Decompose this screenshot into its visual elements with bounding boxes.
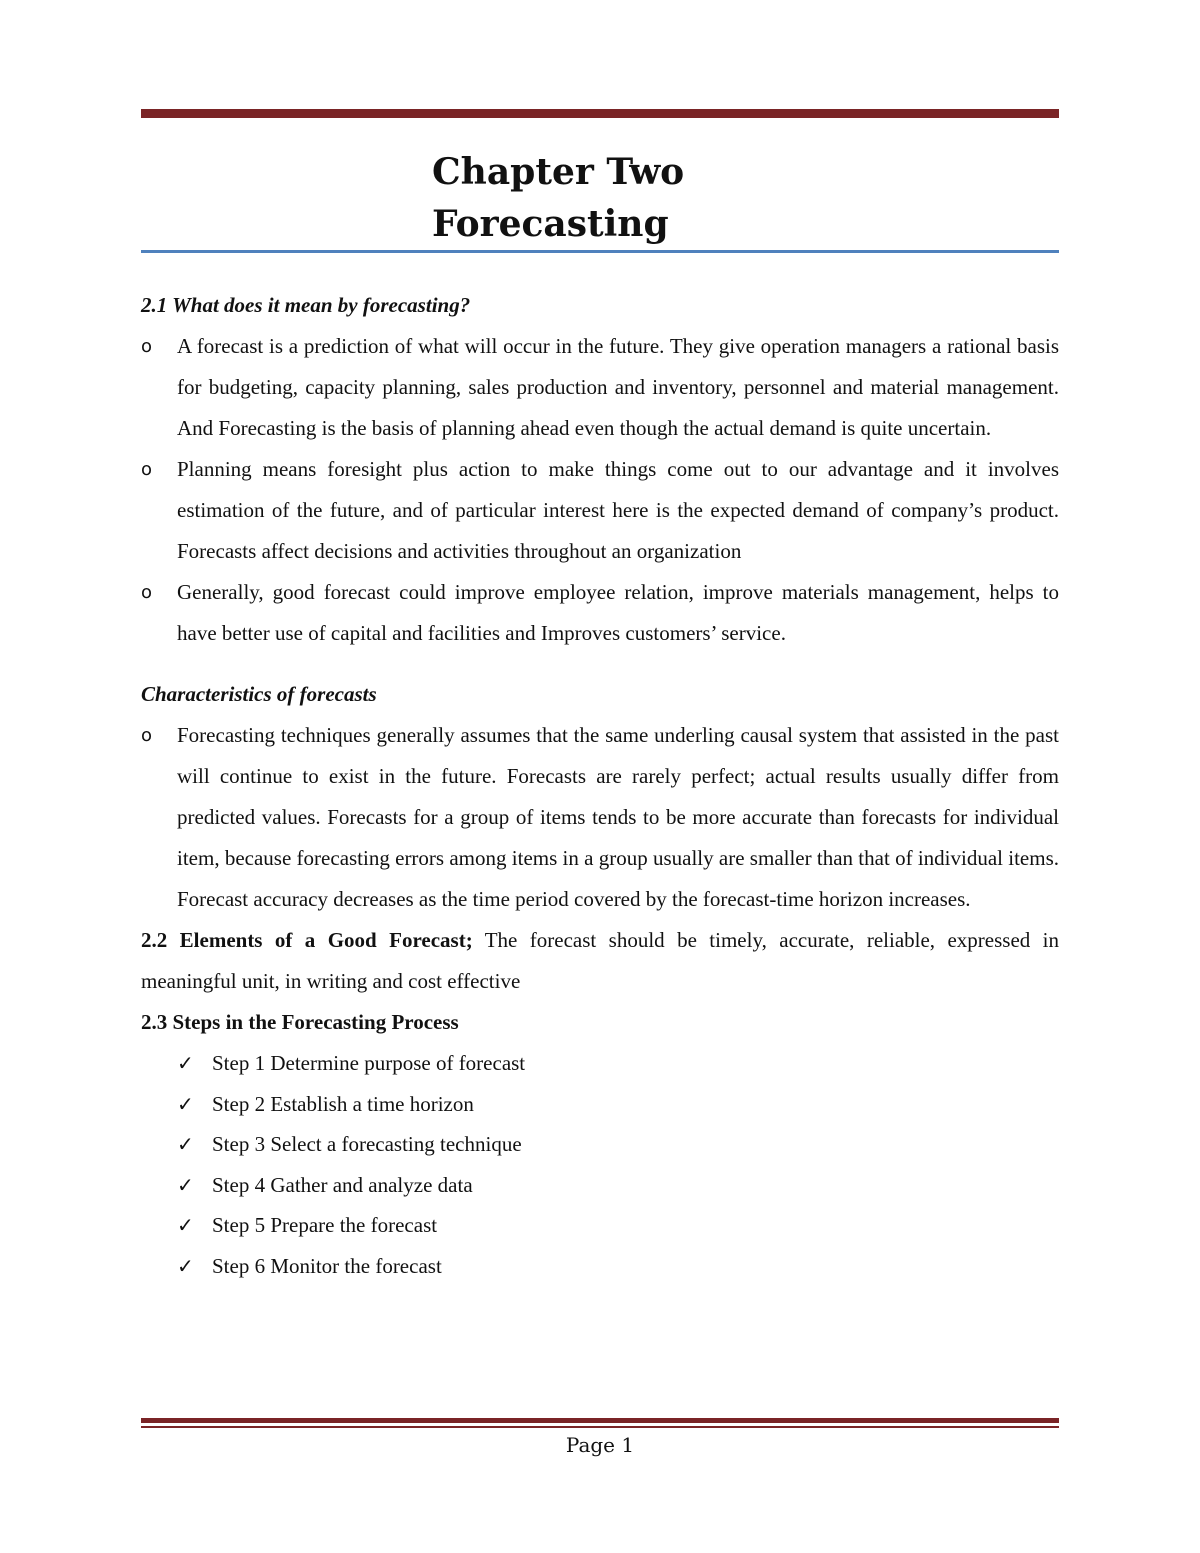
section-2-2-text: The forecast should be timely, accurate, reliable, expressed in meaningful unit, in writing and cost effective (141, 928, 1060, 993)
list-item (141, 449, 1059, 572)
bullet-text: Planning means foresight plus action to make things come out to our advantage and it involves estimation of the future, and of particular interest here is the expected demand of company’s product. Forecasts affect decisions and activities throughout an organization (177, 457, 1059, 563)
list-item (177, 1043, 1059, 1084)
characteristics-heading: Characteristics of forecasts (141, 682, 377, 706)
section-2-1-heading: 2.1 What does it mean by forecasting? (141, 293, 471, 317)
list-item (177, 1165, 1059, 1206)
circle-bullet-icon: o (141, 582, 153, 603)
title-underline (141, 250, 1059, 253)
header-rule (141, 109, 1059, 118)
chapter-title: Forecasting (432, 203, 669, 245)
step-text: Step 4 Gather and analyze data (212, 1172, 473, 1197)
step-text: Step 5 Prepare the forecast (212, 1213, 438, 1237)
list-item (141, 572, 1059, 654)
forecasting-steps-list (141, 1043, 1059, 1286)
section-2-1-bullets (141, 326, 1059, 654)
list-item (177, 1246, 1059, 1287)
check-icon: ✓ (177, 1172, 194, 1197)
bullet-text: Forecasting techniques generally assumes that the same underling causal system that assisted in the past will continue to exist in the future. Forecasts are rarely perfect; actual results usually differ from predicted values. Forecasts for a group of items tends to be more accurate than forecasts for individual item, because forecasting errors among items in a group usually are smaller than that of individual items. Forecast accuracy decreases as the time period covered by the forecast-time horizon increases. (177, 723, 1059, 911)
circle-bullet-icon: o (141, 336, 153, 357)
footer-rule-thin (141, 1426, 1059, 1428)
list-item (141, 715, 1059, 920)
bullet-text: Generally, good forecast could improve employee relation, improve materials management, helps to have better use of capital and facilities and Improves customers’ service. (177, 580, 1059, 645)
check-icon: ✓ (177, 1253, 194, 1278)
check-icon: ✓ (177, 1213, 194, 1237)
section-2-2-paragraph (141, 920, 1059, 1002)
check-icon: ✓ (177, 1051, 194, 1075)
step-text: Step 3 Select a forecasting technique (212, 1132, 522, 1156)
section-2-2-heading: 2.2 Elements of a Good Forecast; (141, 928, 473, 952)
check-icon: ✓ (177, 1132, 194, 1156)
circle-bullet-icon: o (141, 725, 153, 746)
section-2-3-heading: 2.3 Steps in the Forecasting Process (141, 1010, 459, 1034)
page-number: Page 1 (565, 1433, 635, 1457)
list-item (177, 1124, 1059, 1165)
step-text: Step 6 Monitor the forecast (212, 1253, 442, 1278)
chapter-title-block (432, 146, 684, 250)
step-text: Step 2 Establish a time horizon (212, 1091, 474, 1116)
check-icon: ✓ (177, 1091, 194, 1116)
list-item (141, 326, 1059, 449)
list-item (177, 1084, 1059, 1125)
step-text: Step 1 Determine purpose of forecast (212, 1051, 526, 1075)
page-body (141, 285, 1059, 1286)
circle-bullet-icon: o (141, 459, 153, 480)
footer-rule-thick (141, 1418, 1059, 1423)
chapter-number: Chapter Two (432, 151, 685, 193)
bullet-text: A forecast is a prediction of what will occur in the future. They give operation managers a rational basis for budgeting, capacity planning, sales production and inventory, personnel and material management. And Forecasting is the basis of planning ahead even though the actual demand is quite uncertain. (177, 334, 1059, 440)
characteristics-bullets (141, 715, 1059, 920)
list-item (177, 1205, 1059, 1246)
